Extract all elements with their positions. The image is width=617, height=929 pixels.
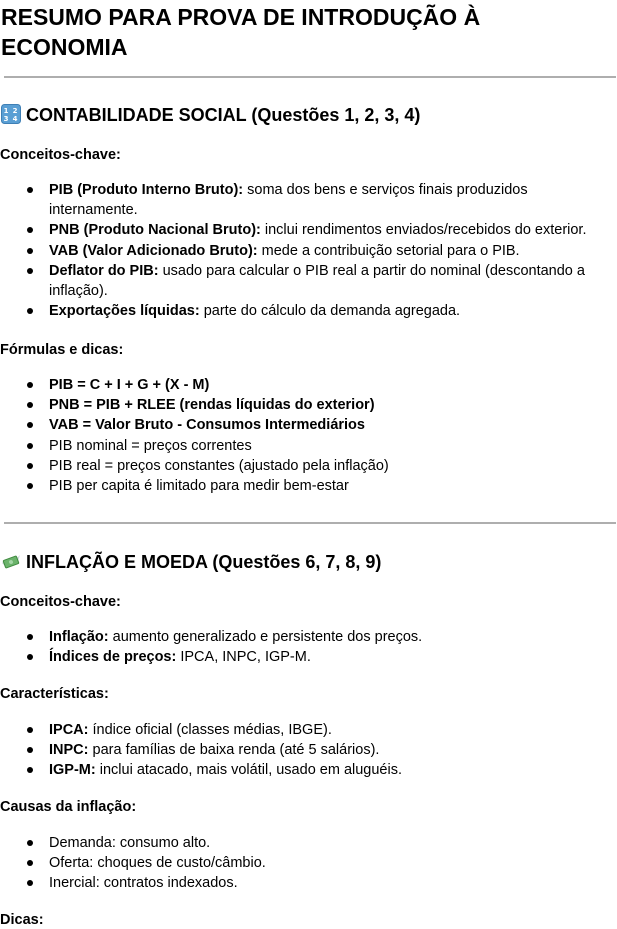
- subheading-conceitos-chave: Conceitos-chave:: [0, 147, 121, 163]
- item-text: Demanda: consumo alto.: [49, 835, 211, 851]
- section-title-text: CONTABILIDADE SOCIAL (Questões 1, 2, 3, 4): [26, 105, 421, 125]
- item-text: inclui rendimentos enviados/recebidos do exterior.: [260, 222, 587, 239]
- item-text: PIB real = preços constantes (ajustado pela inflação): [49, 457, 389, 474]
- list-item: [0, 740, 617, 760]
- subheading-conceitos-chave: Conceitos-chave:: [0, 594, 121, 610]
- subheading-dicas: Dicas:: [0, 912, 44, 928]
- item-term: VAB = Valor Bruto - Consumos Intermediários: [49, 417, 365, 434]
- item-text: soma dos bens e serviços finais produzidos internamente.: [49, 182, 528, 219]
- list-item: [0, 375, 617, 395]
- item-term: PIB (Produto Interno Bruto):: [49, 182, 244, 198]
- divider: [4, 76, 616, 78]
- item-text: IPCA, INPC, IGP-M.: [176, 649, 311, 666]
- list-item: [0, 456, 617, 476]
- list-item: [0, 180, 617, 220]
- list-item: [0, 647, 617, 667]
- item-term: PNB (Produto Nacional Bruto):: [49, 222, 261, 239]
- divider: [4, 522, 616, 524]
- list-item: [0, 853, 617, 873]
- section-title-text: INFLAÇÃO E MOEDA (Questões 6, 7, 8, 9): [26, 552, 382, 572]
- item-term: PIB = C + I + G + (X - M): [49, 377, 210, 393]
- list-item: [0, 261, 617, 301]
- list-item: [0, 395, 617, 415]
- svg-text:2: 2: [12, 107, 18, 115]
- item-text: Oferta: choques de custo/câmbio.: [49, 855, 266, 872]
- svg-text:4: 4: [12, 115, 18, 123]
- item-text: mede a contribuição setorial para o PIB.: [257, 242, 520, 259]
- list-item: [0, 476, 617, 496]
- item-text: para famílias de baixa renda (até 5 salários).: [88, 742, 380, 759]
- list-item: [0, 220, 617, 240]
- svg-text:3: 3: [3, 115, 9, 123]
- item-text: usado para calcular o PIB real a partir do nominal (descontando a inflação).: [49, 262, 585, 300]
- svg-text:1: 1: [3, 107, 9, 115]
- item-text: aumento generalizado e persistente dos preços.: [108, 629, 423, 645]
- item-text: inclui atacado, mais volátil, usado em aluguéis.: [95, 762, 402, 779]
- list-item: [0, 627, 617, 647]
- item-term: Exportações líquidas:: [49, 303, 200, 320]
- bullet-list-conceitos: [0, 180, 617, 321]
- bullet-list-conceitos-inflacao: [0, 627, 617, 667]
- list-item: [0, 873, 617, 893]
- item-term: VAB (Valor Adicionado Bruto):: [49, 242, 258, 259]
- list-item: [0, 415, 617, 435]
- item-term: Inflação:: [49, 629, 109, 645]
- subheading-caracteristicas: Características:: [0, 686, 109, 702]
- item-text: Inercial: contratos indexados.: [49, 875, 238, 892]
- item-text: PIB per capita é limitado para medir bem-estar: [49, 478, 349, 495]
- section-title-inflacao: [1, 551, 381, 573]
- item-term: PNB = PIB + RLEE (rendas líquidas do exterior): [49, 397, 375, 414]
- numbers-keycap-icon: [1, 104, 21, 124]
- bullet-list-caracteristicas: [0, 720, 617, 781]
- subheading-causas-inflacao: Causas da inflação:: [0, 799, 137, 815]
- item-text: parte do cálculo da demanda agregada.: [199, 303, 461, 320]
- list-item: [0, 436, 617, 456]
- item-text: PIB nominal = preços correntes: [49, 437, 252, 454]
- item-term: IPCA:: [49, 722, 89, 738]
- subheading-formulas-dicas: Fórmulas e dicas:: [0, 342, 124, 358]
- list-item: [0, 720, 617, 740]
- item-term: IGP-M:: [49, 762, 96, 779]
- item-term: Índices de preços:: [49, 649, 177, 666]
- list-item: [0, 833, 617, 853]
- bullet-list-formulas: [0, 375, 617, 496]
- document-title: RESUMO PARA PROVA DE INTRODUÇÃO À ECONOMIA: [1, 4, 481, 60]
- section-title-contabilidade: [1, 104, 420, 126]
- list-item: [0, 241, 617, 261]
- item-term: Deflator do PIB:: [49, 262, 159, 279]
- money-with-wings-icon: [1, 551, 21, 571]
- list-item: [0, 760, 617, 780]
- bullet-list-causas: [0, 833, 617, 894]
- item-term: INPC:: [49, 742, 89, 759]
- item-text: índice oficial (classes médias, IBGE).: [88, 722, 332, 738]
- list-item: [0, 301, 617, 321]
